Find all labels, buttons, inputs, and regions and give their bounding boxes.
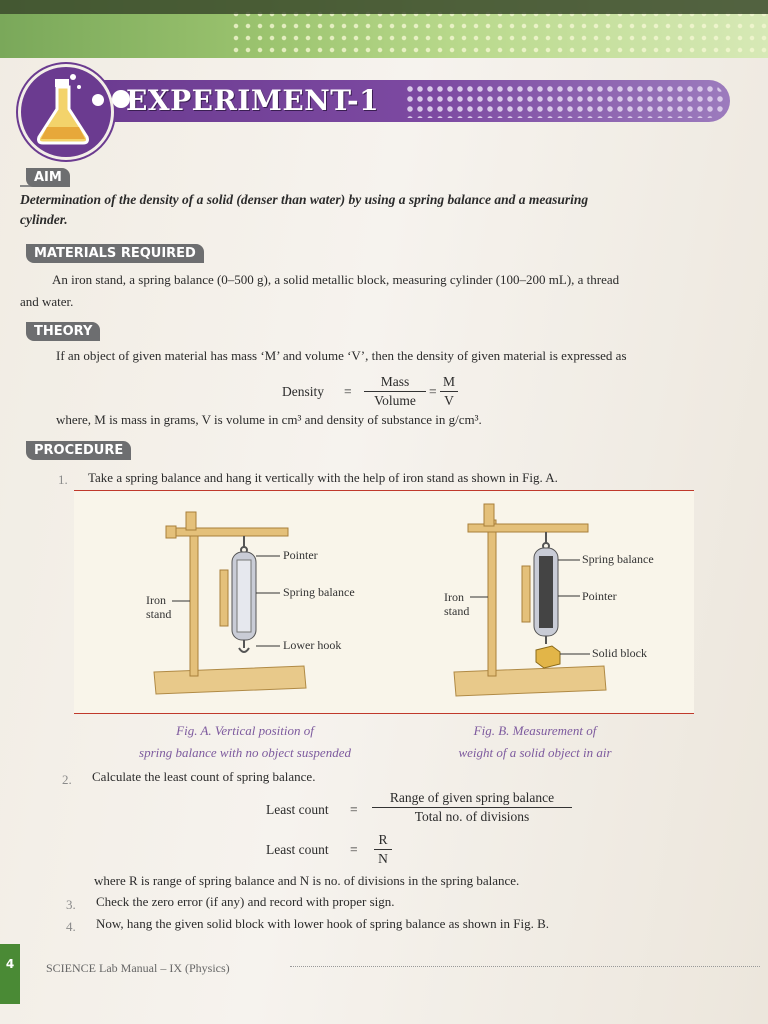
fig-a-pointer-label: Pointer [283, 548, 318, 562]
top-dot-pattern [230, 8, 768, 54]
theory-where: where, M is mass in grams, V is volume in cm³ and density of substance in g/cm³. [56, 412, 482, 427]
aim-text-2: cylinder. [20, 212, 68, 227]
divisions-denominator: Total no. of divisions [414, 809, 530, 824]
r-numerator: R [374, 832, 392, 850]
footer-dotted-rule [290, 966, 760, 967]
flask-icon [21, 67, 111, 157]
fig-b-block-label: Solid block [592, 646, 648, 660]
aim-label: AIM [26, 168, 70, 187]
least-count-fraction [372, 790, 572, 825]
step-3-number: 3. [66, 897, 76, 912]
density-fraction-symbols [440, 374, 458, 409]
fig-a-hook-label: Lower hook [283, 638, 342, 652]
step-4-text: Now, hang the given solid block with lower hook of spring balance as shown in Fig. B. [96, 916, 550, 931]
least-count-equals: = [350, 802, 358, 817]
step-4-number: 4. [66, 919, 76, 934]
footer-text: SCIENCE Lab Manual – IX (Physics) [46, 961, 230, 975]
header-dot [92, 94, 104, 106]
materials-text-2: and water. [20, 294, 74, 309]
theory-text: If an object of given material has mass ‘M’ and volume ‘V’, then the density of given material is expressed as [56, 348, 627, 363]
page-title: EXPERIMENT-1 [126, 84, 380, 117]
top-shadow [0, 0, 768, 14]
fig-a-caption [110, 720, 380, 764]
fig-a-spring-balance [220, 536, 256, 652]
least-count-lhs-2: Least count [266, 842, 329, 857]
fig-b-solid-block [536, 646, 560, 668]
fig-b-caption [420, 720, 650, 764]
v-denominator: V [444, 393, 454, 408]
mass-numerator: Mass [364, 374, 426, 392]
least-count-where: where R is range of spring balance and N is no. of divisions in the spring balance. [94, 873, 520, 888]
aim-text: Determination of the density of a solid (denser than water) by using a spring balance and a measuring [20, 192, 589, 207]
fig-b-spring-balance [522, 532, 558, 644]
step-3-text: Check the zero error (if any) and record with proper sign. [96, 894, 395, 909]
step-1-text: Take a spring balance and hang it vertically with the help of iron stand as shown in Fig. A. [88, 470, 558, 485]
flask-icon-badge [18, 64, 114, 160]
density-lhs: Density [282, 384, 324, 399]
fig-a-stand-label: stand [146, 607, 172, 621]
n-denominator: N [378, 851, 388, 866]
fig-a-iron-label: Iron [146, 593, 166, 607]
volume-denominator: Volume [374, 393, 416, 408]
m-numerator: M [440, 374, 458, 392]
range-numerator: Range of given spring balance [372, 790, 572, 808]
fig-a-caption-line-2: spring balance with no object suspended [139, 745, 351, 760]
step-2-number: 2. [62, 772, 72, 787]
density-fraction-words [364, 374, 426, 409]
fig-b-caption-line-2: weight of a solid object in air [458, 745, 612, 760]
density-equals-2: = [429, 384, 437, 399]
materials-text: An iron stand, a spring balance (0–500 g), a solid metallic block, measuring cylinder (100–200 mL), a thread [52, 272, 620, 287]
materials-label: MATERIALS REQUIRED [26, 244, 204, 263]
fig-b-pointer-label: Pointer [582, 589, 617, 603]
theory-label: THEORY [26, 322, 100, 341]
density-equals: = [344, 384, 352, 399]
fig-b-stand-label: stand [444, 604, 470, 618]
step-1-number: 1. [58, 472, 68, 487]
header-dot-pattern [405, 84, 725, 118]
fig-a-caption-line-1: Fig. A. Vertical position of [176, 723, 314, 738]
least-count-equals-2: = [350, 842, 358, 857]
fig-b-caption-line-1: Fig. B. Measurement of [473, 723, 597, 738]
step-2-text: Calculate the least count of spring balance. [92, 769, 316, 784]
procedure-label: PROCEDURE [26, 441, 131, 460]
fig-b-iron-label: Iron [444, 590, 464, 604]
least-count-lhs: Least count [266, 802, 329, 817]
fig-a-iron-stand [154, 512, 306, 694]
r-over-n-fraction [374, 832, 392, 867]
page-number: 4 [0, 944, 20, 1004]
fig-b-spring-label: Spring balance [582, 552, 654, 566]
fig-a-spring-label: Spring balance [283, 585, 355, 599]
